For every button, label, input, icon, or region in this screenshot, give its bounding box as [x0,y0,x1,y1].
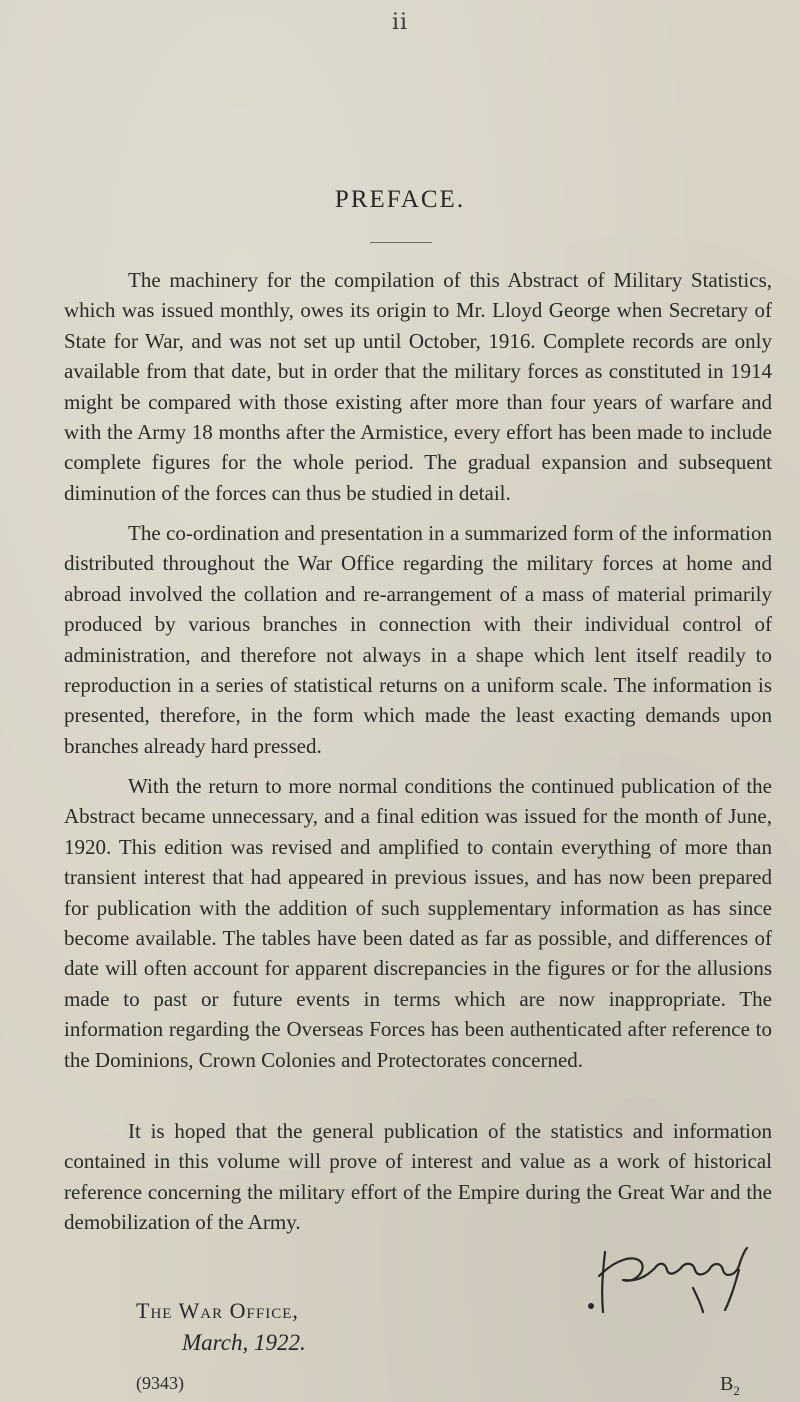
paragraph-3: With the return to more normal conditions the continued publication of the Abstract became unnecessary, and a final edition was issued for the month of June, 1920. This edition was revised and amplified to contain everything of more than transient interest that had appeared in previous issues, and has now been prepared for publication with the addition of such supplementary information as has since become available. The tables have been dated as far as possible, and differences of date will often account for apparent discrepancies in the figures or for the allusions made to past or future events in terms which are now inappropriate. The information regarding the Overseas Forces has been authenticated after reference to the Dominions, Crown Colonies and Protectorates concerned. [64,774,772,1072]
ink-dot [588,1303,594,1309]
printer-signature-mark [720,1373,740,1399]
signature-mark-letter: B [720,1373,734,1395]
print-job-code: (9343) [136,1373,184,1393]
page-title: PREFACE. [334,186,466,213]
paragraph-2: The co-ordination and presentation in a summarized form of the information distributed throughout the War Office regarding the military forces at home and abroad involved the collation and re-arrangement of a mass of material primarily produced by various branches in connection with their individual control of administration, and therefore not always in a shape which lent itself readily to reproduction in a series of statistical returns on a uniform scale. The information is presented, therefore, in the form which made the least exacting demands upon branches already hard pressed. [64,521,772,758]
paragraph-4: It is hoped that the general publication of the statistics and information contained in this volume will prove of interest and value as a work of historical reference concerning the military effort of the Empire during the Great War and the demobilization of the Army. [64,1119,772,1235]
issuing-office: The War Office, [136,1298,299,1323]
handwritten-signature [585,1240,775,1320]
issue-date: March, 1922. [182,1330,306,1355]
signature-mark-index: 2 [733,1383,740,1398]
title-underline-divider [370,242,432,243]
page-number: ii [391,10,409,35]
paragraph-1: The machinery for the compilation of this Abstract of Military Statistics, which was issued monthly, owes its origin to Mr. Lloyd George when Secretary of State for War, and was not set up until October, 1916. Complete records are only available from that date, but in order that the military forces as constituted in 1914 might be compared with those existing after more than four years of warfare and with the Army 18 months after the Armistice, every effort has been made to include complete figures for the whole period. The gradual expansion and subsequent diminution of the forces can thus be studied in detail. [64,268,772,505]
